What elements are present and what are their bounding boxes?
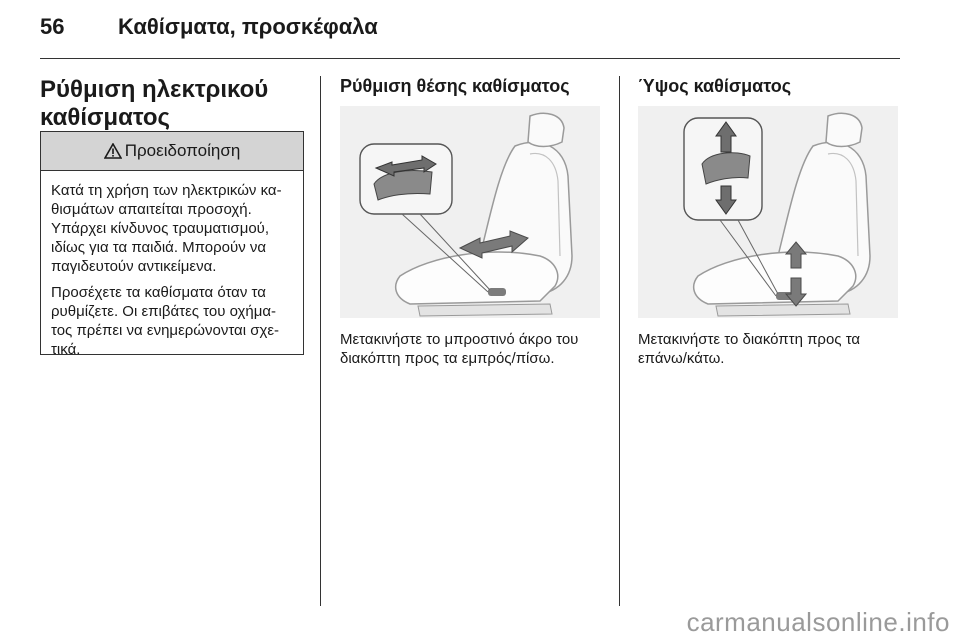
caption: Μετακινήστε το μπροστινό άκρο του διακόπτη προς τα εμπρός/πίσω. — [340, 331, 579, 367]
warning-header — [41, 132, 303, 171]
section-title-seat-position: Ρύθμιση θέσης καθίσματος — [340, 76, 570, 96]
warning-paragraph: Προσέχετε τα καθίσματα όταν τα ρυθμίζετε. Οι επιβάτες του οχήμα- τος πρέπει να ενημερώνονται σχε- τικά. — [51, 284, 280, 358]
header-rule — [40, 58, 900, 59]
page-header-title: Καθίσματα, προσκέφαλα — [118, 14, 378, 39]
section-title-seat-height: Ύψος καθίσματος — [638, 76, 792, 96]
seat-position-illustration — [340, 106, 600, 318]
page-number: 56 — [40, 14, 65, 39]
watermark: carmanualsonline.info — [686, 607, 950, 637]
column-divider — [320, 76, 321, 606]
warning-box — [40, 131, 304, 358]
section-title: Ρύθμιση ηλεκτρικού καθίσματος — [40, 76, 269, 131]
warning-triangle-icon — [104, 143, 122, 159]
warning-heading: Προειδοποίηση — [124, 141, 241, 160]
warning-paragraph: Κατά τη χρήση των ηλεκτρικών κα- θισμάτων απαιτείται προσοχή. Υπάρχει κίνδυνος τραυματισμού, ιδίως για τα παιδιά. Μπορούν να παγιδευτούν αντικείμενα. — [51, 182, 282, 275]
seat-height-illustration — [638, 106, 898, 318]
column-divider — [619, 76, 620, 606]
caption: Μετακινήστε το διακόπτη προς τα επάνω/κάτω. — [638, 331, 861, 367]
